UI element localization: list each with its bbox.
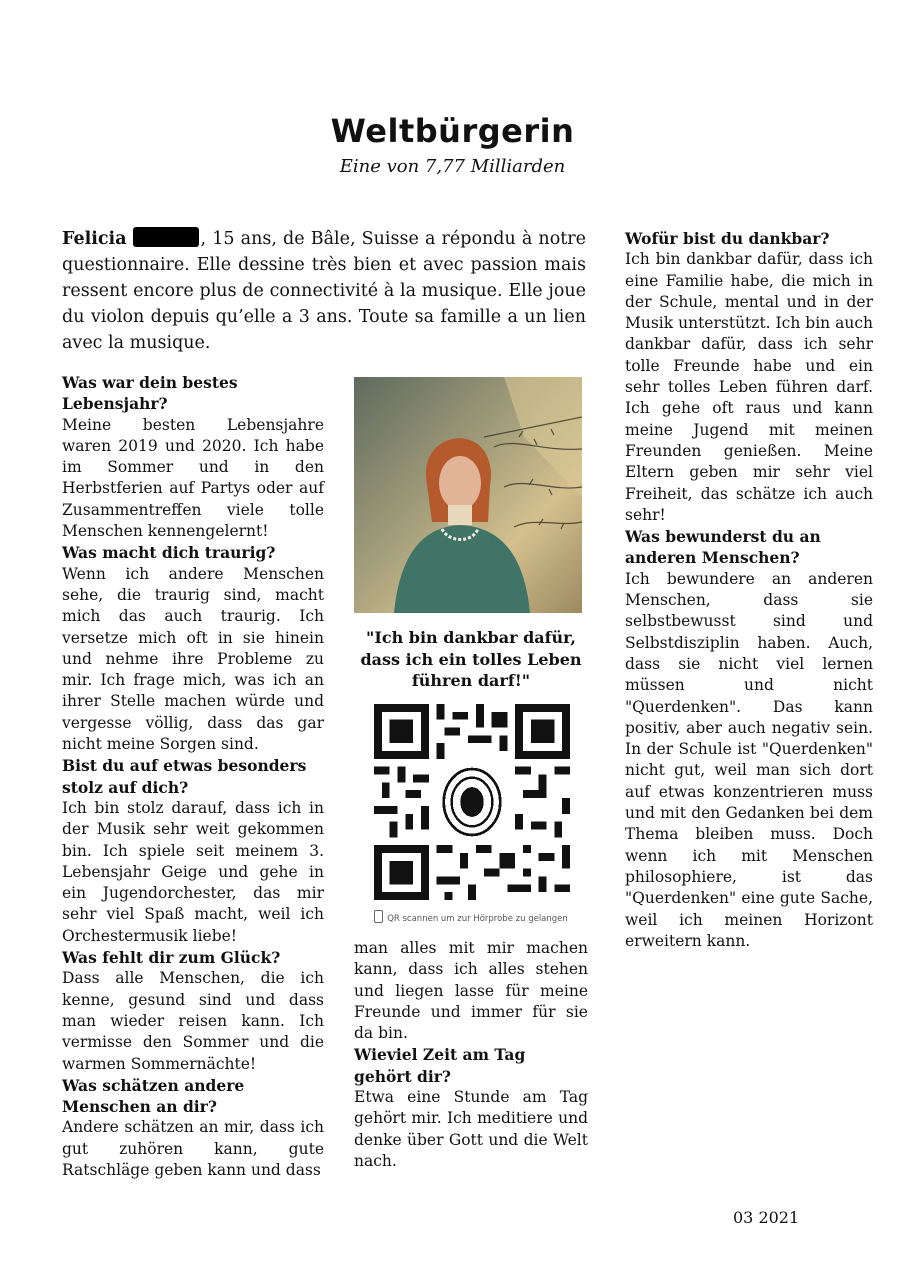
column-middle: [354, 938, 588, 1172]
page-title: Weltbürgerin: [330, 112, 575, 150]
intro-paragraph: [62, 226, 586, 356]
person-name: Felicia: [62, 229, 127, 249]
question-admire: Was bewunderst du an anderen Menschen?: [625, 527, 821, 568]
question-happiness: Was fehlt dir zum Glück?: [62, 948, 281, 968]
question-appreciate: Was schätzen andere Menschen an dir?: [62, 1075, 245, 1117]
question-proud: Bist du auf etwas besonders stolz auf dich?: [62, 756, 307, 797]
qr-caption-text: QR scannen um zur Hörprobe zu gelangen: [387, 914, 568, 924]
answer-own-time: Etwa eine Stunde am Tag gehört mir. Ich meditiere und denke über Gott und die Welt nach.: [354, 1088, 588, 1170]
answer-happiness: Dass alle Menschen, die ich kenne, gesund sind und dass man wieder reisen kann. Ich vermisse den Sommer und die warmen Sommernächte!: [62, 969, 324, 1073]
question-grateful: Wofür bist du dankbar?: [625, 229, 830, 248]
answer-sad: Wenn ich andere Menschen sehe, die traurig sind, macht mich das auch traurig. Ich versetze mich oft in sie hinein und nehme ihre Probleme zu mir. Ich frage mich, was ich an ihrer Stelle machen würde und vergesse völlig, dass das gar nicht meine Sorgen sind.: [62, 564, 324, 754]
column-right: [625, 228, 873, 952]
qr-caption: [354, 910, 588, 924]
redaction-bar: [133, 227, 199, 247]
question-best-year: Was war dein bestes Lebensjahr?: [62, 373, 238, 414]
answer-grateful: Ich bin dankbar dafür, dass ich eine Familie habe, die mich in der Schule, mental und in der Musik unterstützt. Ich bin auch dankbar dafür, dass ich sehr tolle Freunde habe und ein sehr tolles Leben führen darf. Ich gehe oft raus und kann meine Jugend mit meinen Freunden genießen. Meine Eltern geben mir sehr viel Freiheit, das schätze ich auch sehr!: [625, 250, 873, 524]
answer-appreciate: Andere schätzen an mir, dass ich gut zuhören kann, gute Ratschläge geben kann und dass: [62, 1118, 324, 1179]
phone-icon: [374, 910, 383, 923]
answer-appreciate-continued: man alles mit mir machen kann, dass ich alles stehen und liegen lasse für meine Freunde und immer für sie da bin.: [354, 939, 588, 1043]
column-left: [62, 372, 324, 1181]
answer-best-year: Meine besten Lebensjahre waren 2019 und 2020. Ich habe im Sommer und in den Herbstferien auf Partys oder auf Zusammentreffen viele tolle Menschen kennengelernt!: [62, 415, 324, 541]
portrait-illustration: [354, 377, 582, 613]
question-own-time: Wieviel Zeit am Tag gehört dir?: [354, 1045, 526, 1086]
portrait-photo: [354, 377, 582, 613]
answer-proud: Ich bin stolz darauf, dass ich in der Musik sehr weit gekommen bin. Ich spiele seit meinem 3. Lebensjahr Geige und gehe in ein Jugendorchester, das mir sehr viel Spaß macht, weil ich Orchestermusik liebe!: [62, 798, 324, 945]
pull-quote: "Ich bin dankbar dafür, dass ich ein tolles Leben führen darf!": [360, 628, 582, 690]
intro-text: , 15 ans, de Bâle, Suisse a répondu à notre questionnaire. Elle dessine très bien et avec passion mais ressent encore plus de connectivité à la musique. Elle joue du violon depuis qu’elle a 3 ans. Toute sa famille a un lien avec la musique.: [62, 229, 586, 353]
answer-admire: Ich bewundere an anderen Menschen, dass sie selbstbewusst sind und Selbstdisziplin haben. Auch, dass sie nicht viel lernen müssen und nicht "Querdenken". Das kann positiv, aber auch negativ sein. In der Schule ist "Querdenken" nicht gut, weil man sich dort auf etwas konzentrieren muss und mit den Gedanken bei dem Thema bleiben muss. Doch wenn ich mit Menschen philosophiere, ist das "Querdenken" eine gute Sache, weil ich meinen Horizont erweitern kann.: [625, 569, 873, 950]
issue-date: 03 2021: [733, 1208, 800, 1227]
qr-code-icon[interactable]: [374, 704, 570, 900]
question-sad: Was macht dich traurig?: [62, 543, 276, 563]
page-subtitle: Eine von 7,77 Milliarden: [339, 156, 566, 177]
